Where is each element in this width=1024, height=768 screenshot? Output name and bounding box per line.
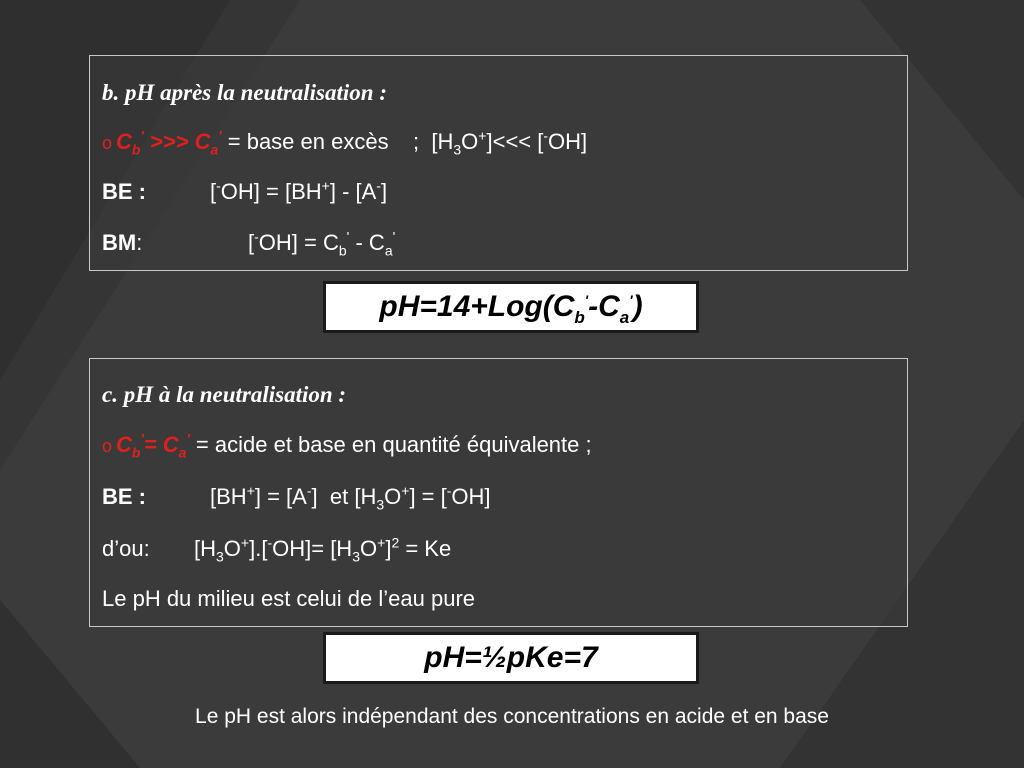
result-box-excess-base bbox=[323, 281, 699, 333]
bm-equation: $[^-OH] = C_b' - C_a'$ bbox=[248, 228, 396, 259]
be-equation: [-OH] = [BH+] - [A-] bbox=[210, 177, 388, 204]
section-b-condition-line: o $C_b'$ >>> $C_a'$ = base en excès ; $[H_3O^+]<<< [^-OH]$ bbox=[102, 127, 588, 158]
section-b-panel bbox=[89, 55, 908, 271]
cb-prime: $C_b'$ >>> $C_a'$ bbox=[116, 127, 222, 158]
section-c-heading: c. pH à la neutralisation : bbox=[102, 382, 347, 407]
bm-label: BM: bbox=[102, 230, 143, 255]
condition-text: acide et base en quantité équivalente ; bbox=[214, 432, 592, 457]
result-box-neutral bbox=[323, 632, 699, 684]
condition-text: base en excès ; $[H_3O^+]<<< [^-OH]$ bbox=[246, 127, 588, 158]
section-c-condition-line: o $C_b'= C_a'$ = acide et base en quantité équivalente ; bbox=[102, 430, 592, 461]
result-formula-2: pH=½pKe=7 bbox=[424, 641, 598, 674]
be-equation: [BH+] = [A-] et $[H_3O^+] = [^-OH]$ bbox=[210, 482, 491, 513]
be-label: BE : bbox=[102, 484, 146, 509]
section-c-be-line bbox=[102, 482, 491, 513]
section-c-panel bbox=[89, 358, 908, 627]
section-b-be-line bbox=[102, 177, 388, 204]
section-b-heading: b. pH après la neutralisation : bbox=[102, 80, 387, 105]
result-formula-1: $pH=14+Log(C_b'-C_a')$ bbox=[379, 290, 643, 327]
cb-equals-ca: $C_b'= C_a'$ bbox=[116, 430, 190, 461]
bullet-icon: o bbox=[102, 436, 113, 456]
footer-statement: Le pH est alors indépendant des concentrations en acide et en base bbox=[195, 705, 829, 728]
section-c-conclusion: Le pH du milieu est celui de l’eau pure bbox=[102, 586, 476, 611]
be-label: BE : bbox=[102, 179, 146, 204]
dou-label: d’ou: bbox=[102, 536, 150, 561]
section-b-bm-line bbox=[102, 228, 396, 259]
bullet-icon: o bbox=[102, 133, 113, 153]
section-c-dou-line bbox=[102, 534, 452, 565]
ke-equation: $[H_3O^+].[^-OH]= [H_3O^+]^2 = Ke$ bbox=[194, 534, 452, 565]
